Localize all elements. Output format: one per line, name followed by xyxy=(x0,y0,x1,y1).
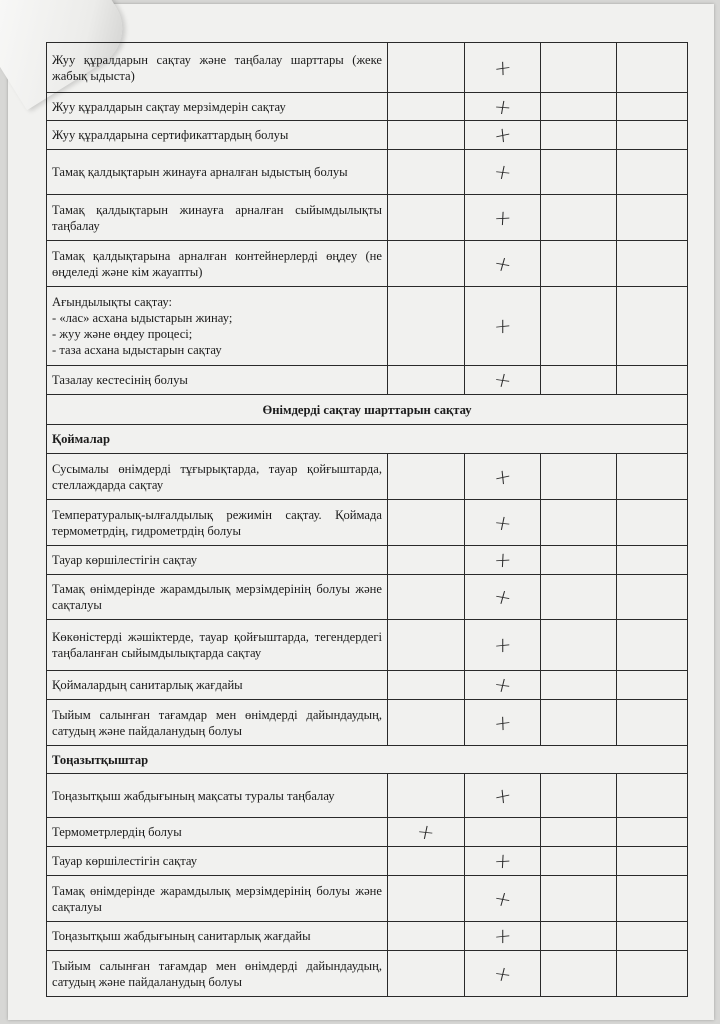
table-row xyxy=(47,93,688,121)
assessment-cell-3[interactable] xyxy=(541,93,617,121)
document-page xyxy=(8,4,714,1020)
assessment-cell-2[interactable] xyxy=(465,500,541,546)
handwritten-plus-mark: + xyxy=(414,819,438,845)
criterion-label: Тауар көршілестігін сақтау xyxy=(47,546,388,575)
assessment-cell-1[interactable] xyxy=(388,150,465,195)
assessment-cell-1[interactable] xyxy=(388,121,465,150)
table-row xyxy=(47,922,688,951)
assessment-cell-2[interactable] xyxy=(465,774,541,818)
table-row xyxy=(47,847,688,876)
subsection-title: Қоймалар xyxy=(47,425,688,454)
table-row xyxy=(47,287,688,366)
assessment-cell-2[interactable] xyxy=(465,951,541,997)
assessment-cell-3[interactable] xyxy=(541,700,617,746)
criterion-label: Жуу құралдарын сақтау мерзімдерін сақтау xyxy=(47,93,388,121)
handwritten-plus-mark: + xyxy=(491,509,514,536)
checklist-table xyxy=(46,42,688,997)
assessment-cell-2[interactable] xyxy=(465,43,541,93)
assessment-cell-4[interactable] xyxy=(617,121,688,150)
assessment-cell-2[interactable] xyxy=(465,150,541,195)
assessment-cell-4[interactable] xyxy=(617,287,688,366)
assessment-cell-2[interactable] xyxy=(465,241,541,287)
assessment-cell-1[interactable] xyxy=(388,847,465,876)
assessment-cell-4[interactable] xyxy=(617,546,688,575)
assessment-cell-1[interactable] xyxy=(388,454,465,500)
assessment-cell-4[interactable] xyxy=(617,847,688,876)
criterion-label: Тамақ өнімдерінде жарамдылық мерзімдерінің болуы және сақталуы xyxy=(47,876,388,922)
assessment-cell-2[interactable] xyxy=(465,454,541,500)
assessment-cell-4[interactable] xyxy=(617,575,688,620)
assessment-cell-1[interactable] xyxy=(388,366,465,395)
handwritten-plus-mark: + xyxy=(493,709,512,736)
assessment-cell-1[interactable] xyxy=(388,43,465,93)
criterion-label: Термометрлердің болуы xyxy=(47,818,388,847)
criterion-label: Тамақ қалдықтарына арналған контейнерлерді өңдеу (не өңделеді және кім жауапты) xyxy=(47,241,388,287)
assessment-cell-4[interactable] xyxy=(617,195,688,241)
assessment-cell-1[interactable] xyxy=(388,500,465,546)
handwritten-plus-mark: + xyxy=(490,367,515,393)
assessment-cell-3[interactable] xyxy=(541,876,617,922)
handwritten-plus-mark: + xyxy=(493,313,512,339)
handwritten-plus-mark: + xyxy=(493,547,512,573)
assessment-cell-3[interactable] xyxy=(541,818,617,847)
assessment-cell-1[interactable] xyxy=(388,774,465,818)
assessment-cell-1[interactable] xyxy=(388,922,465,951)
assessment-cell-4[interactable] xyxy=(617,620,688,671)
assessment-cell-3[interactable] xyxy=(541,366,617,395)
handwritten-plus-mark: + xyxy=(492,781,513,810)
assessment-cell-3[interactable] xyxy=(541,287,617,366)
table-row xyxy=(47,43,688,93)
assessment-cell-1[interactable] xyxy=(388,93,465,121)
criterion-label: Жуу құралдарына сертификаттардың болуы xyxy=(47,121,388,150)
table-row xyxy=(47,454,688,500)
assessment-cell-3[interactable] xyxy=(541,774,617,818)
assessment-cell-3[interactable] xyxy=(541,671,617,700)
assessment-cell-3[interactable] xyxy=(541,847,617,876)
criterion-label: Тамақ өнімдерінде жарамдылық мерзімдерінің болуы және сақталуы xyxy=(47,575,388,620)
subsection-title: Тоңазытқыштар xyxy=(47,746,688,774)
table-row xyxy=(47,951,688,997)
table-row xyxy=(47,546,688,575)
assessment-cell-4[interactable] xyxy=(617,671,688,700)
section-title: Өнімдерді сақтау шарттарын сақтау xyxy=(47,395,688,425)
assessment-cell-4[interactable] xyxy=(617,700,688,746)
assessment-cell-4[interactable] xyxy=(617,951,688,997)
assessment-cell-2[interactable] xyxy=(465,818,541,847)
handwritten-plus-mark: + xyxy=(490,960,515,987)
assessment-cell-2[interactable] xyxy=(465,575,541,620)
handwritten-plus-mark: + xyxy=(493,54,512,81)
assessment-cell-2[interactable] xyxy=(465,847,541,876)
criterion-label: Тоңазытқыш жабдығының мақсаты туралы таңбалау xyxy=(47,774,388,818)
assessment-cell-3[interactable] xyxy=(541,951,617,997)
criterion-label: Сусымалы өнімдерді тұғырықтарда, тауар қойғыштарда, стеллаждарда сақтау xyxy=(47,454,388,500)
table-row xyxy=(47,700,688,746)
table-row xyxy=(47,121,688,150)
assessment-cell-2[interactable] xyxy=(465,700,541,746)
table-row xyxy=(47,620,688,671)
assessment-cell-3[interactable] xyxy=(541,454,617,500)
criterion-label: Тоңазытқыш жабдығының санитарлық жағдайы xyxy=(47,922,388,951)
assessment-cell-3[interactable] xyxy=(541,546,617,575)
table-row xyxy=(47,241,688,287)
assessment-cell-3[interactable] xyxy=(541,43,617,93)
assessment-cell-2[interactable] xyxy=(465,876,541,922)
assessment-cell-1[interactable] xyxy=(388,287,465,366)
table-row xyxy=(47,774,688,818)
assessment-cell-2[interactable] xyxy=(465,195,541,241)
assessment-cell-1[interactable] xyxy=(388,546,465,575)
handwritten-plus-mark: + xyxy=(491,159,514,185)
assessment-cell-4[interactable] xyxy=(617,454,688,500)
assessment-cell-3[interactable] xyxy=(541,620,617,671)
table-row xyxy=(47,818,688,847)
handwritten-plus-mark: + xyxy=(493,632,512,658)
assessment-cell-4[interactable] xyxy=(617,93,688,121)
criterion-label: Тауар көршілестігін сақтау xyxy=(47,847,388,876)
handwritten-plus-mark: + xyxy=(492,121,513,149)
assessment-cell-1[interactable] xyxy=(388,241,465,287)
assessment-cell-1[interactable] xyxy=(388,671,465,700)
criterion-label: Тазалау кестесінің болуы xyxy=(47,366,388,395)
assessment-cell-3[interactable] xyxy=(541,150,617,195)
assessment-cell-2[interactable] xyxy=(465,287,541,366)
assessment-cell-1[interactable] xyxy=(388,575,465,620)
table-row xyxy=(47,876,688,922)
handwritten-plus-mark: + xyxy=(490,250,515,277)
assessment-cell-3[interactable] xyxy=(541,121,617,150)
criterion-label: Тамақ қалдықтарын жинауға арналған ыдыстың болуы xyxy=(47,150,388,195)
table-row xyxy=(47,195,688,241)
table-row xyxy=(47,575,688,620)
assessment-cell-3[interactable] xyxy=(541,195,617,241)
table-row xyxy=(47,671,688,700)
handwritten-plus-mark: + xyxy=(493,923,512,949)
handwritten-plus-mark: + xyxy=(490,672,515,698)
handwritten-plus-mark: + xyxy=(493,204,512,231)
assessment-cell-3[interactable] xyxy=(541,241,617,287)
table-row xyxy=(47,150,688,195)
assessment-cell-4[interactable] xyxy=(617,876,688,922)
assessment-cell-2[interactable] xyxy=(465,121,541,150)
assessment-cell-2[interactable] xyxy=(465,366,541,395)
assessment-cell-3[interactable] xyxy=(541,575,617,620)
assessment-cell-4[interactable] xyxy=(617,43,688,93)
criterion-label: Тыйым салынған тағамдар мен өнімдерді дайындаудың, сатудың және пайдаланудың болуы xyxy=(47,700,388,746)
assessment-cell-4[interactable] xyxy=(617,922,688,951)
assessment-cell-1[interactable] xyxy=(388,876,465,922)
assessment-cell-4[interactable] xyxy=(617,150,688,195)
assessment-cell-1[interactable] xyxy=(388,951,465,997)
assessment-cell-4[interactable] xyxy=(617,241,688,287)
subsection-header-row xyxy=(47,746,688,774)
subsection-header-row xyxy=(47,425,688,454)
assessment-cell-2[interactable] xyxy=(465,93,541,121)
assessment-cell-4[interactable] xyxy=(617,500,688,546)
criterion-label: Жуу құралдарын сақтау және таңбалау шарттары (жеке жабық ыдыста) xyxy=(47,43,388,93)
assessment-cell-2[interactable] xyxy=(465,620,541,671)
handwritten-plus-mark: + xyxy=(493,848,512,874)
table-row xyxy=(47,366,688,395)
handwritten-plus-mark: + xyxy=(490,885,515,912)
assessment-cell-1[interactable] xyxy=(388,700,465,746)
assessment-cell-4[interactable] xyxy=(617,366,688,395)
assessment-cell-1[interactable] xyxy=(388,195,465,241)
criterion-label: Ағындылықты сақтау: - «лас» асхана ыдыстарын жинау; - жуу және өңдеу процесі; - таза асхана ыдыстарын сақтау xyxy=(47,287,388,366)
assessment-cell-2[interactable] xyxy=(465,922,541,951)
criterion-label: Тамақ қалдықтарын жинауға арналған сыйымдылықты таңбалау xyxy=(47,195,388,241)
assessment-cell-3[interactable] xyxy=(541,500,617,546)
assessment-cell-2[interactable] xyxy=(465,546,541,575)
assessment-cell-4[interactable] xyxy=(617,774,688,818)
table-row xyxy=(47,500,688,546)
assessment-cell-3[interactable] xyxy=(541,922,617,951)
assessment-cell-4[interactable] xyxy=(617,818,688,847)
criterion-label: Көкөністерді жәшіктерде, тауар қойғыштарда, тегендердегі таңбаланған сыйымдылықтарда сақтау xyxy=(47,620,388,671)
handwritten-plus-mark: + xyxy=(490,583,515,611)
criterion-label: Қоймалардың санитарлық жағдайы xyxy=(47,671,388,700)
assessment-cell-1[interactable] xyxy=(388,620,465,671)
assessment-cell-2[interactable] xyxy=(465,671,541,700)
handwritten-plus-mark: + xyxy=(491,94,514,119)
section-header-row xyxy=(47,395,688,425)
criterion-label: Температуралық-ылғалдылық режимін сақтау. Қоймада термометрдің, гидрометрдің болуы xyxy=(47,500,388,546)
assessment-cell-1[interactable] xyxy=(388,818,465,847)
handwritten-plus-mark: + xyxy=(492,462,513,491)
criterion-label: Тыйым салынған тағамдар мен өнімдерді дайындаудың, сатудың және пайдаланудың болуы xyxy=(47,951,388,997)
